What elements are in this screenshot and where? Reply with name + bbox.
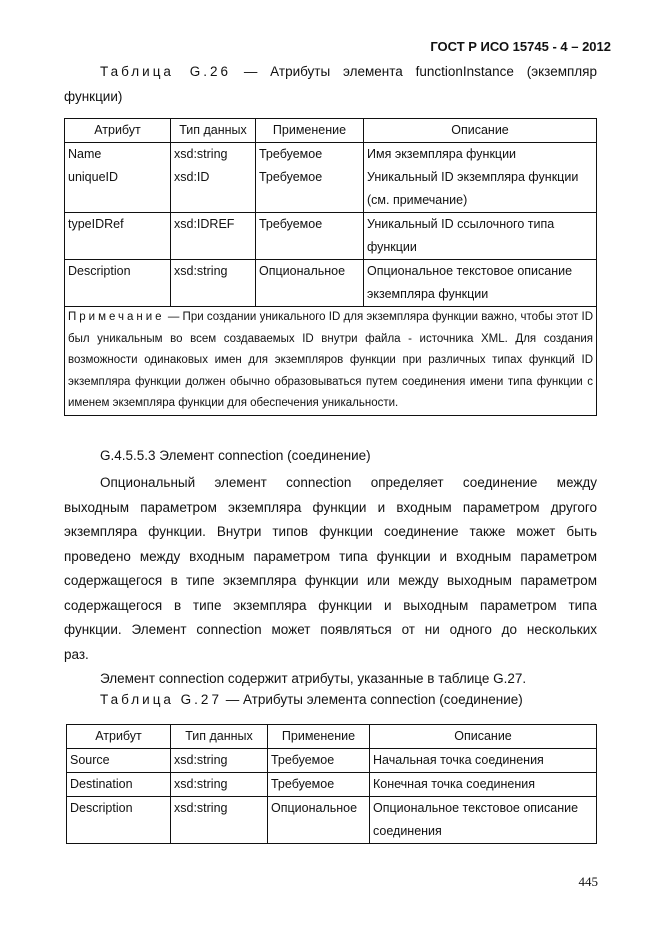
table-cell: Уникальный ID экземпляра функции (см. примечание): [364, 166, 597, 213]
table-cell: Опциональное: [256, 260, 364, 307]
column-header: Атрибут: [67, 725, 171, 749]
text-line: выходным параметром экземпляра функции и входным параметром другого: [64, 499, 597, 515]
table-cell: xsd:string: [171, 797, 268, 844]
text-line: содержащегося в типе экземпляра функции и выходным параметром типа: [64, 597, 597, 613]
column-header: Применение: [268, 725, 370, 749]
table-cell: Требуемое: [256, 166, 364, 213]
table-row: [65, 213, 597, 260]
table-cell: Требуемое: [268, 749, 370, 773]
paragraph-connection: [64, 471, 597, 692]
table-header-row: [65, 119, 597, 143]
page-number: 445: [578, 874, 598, 889]
caption-text: — Атрибуты элемента connection (соединение): [221, 692, 523, 707]
table-cell: Description: [65, 260, 171, 307]
table-cell: uniqueID: [65, 166, 171, 213]
table-26: [64, 118, 597, 416]
table-cell: Требуемое: [256, 143, 364, 167]
text-line: проведено между входным параметром типа функции и входным параметром: [64, 548, 597, 564]
table-cell: xsd:string: [171, 749, 268, 773]
table-cell: Source: [67, 749, 171, 773]
text-line: раз.: [64, 646, 89, 662]
table-cell: Начальная точка соединения: [370, 749, 597, 773]
table-27-caption: [100, 692, 523, 707]
table-header-row: [67, 725, 597, 749]
column-header: Тип данных: [171, 725, 268, 749]
column-header: Применение: [256, 119, 364, 143]
table-cell: Конечная точка соединения: [370, 773, 597, 797]
table-row: [65, 260, 597, 307]
table-cell: xsd:IDREF: [171, 213, 256, 260]
table-row: [67, 773, 597, 797]
note-label: Примечание: [68, 311, 165, 323]
column-header: Описание: [370, 725, 597, 749]
table-note-row: [65, 307, 597, 416]
column-header: Тип данных: [171, 119, 256, 143]
table-cell: Уникальный ID ссылочного типа функции: [364, 213, 597, 260]
caption-text: — Атрибуты элемента functionInstance (экземпляр: [231, 64, 598, 79]
caption-label: Таблица G.26: [100, 64, 232, 79]
table-cell: xsd:string: [171, 143, 256, 167]
column-header: Атрибут: [65, 119, 171, 143]
table-row: [67, 749, 597, 773]
table-cell: Name: [65, 143, 171, 167]
table-cell: Description: [67, 797, 171, 844]
table-cell: Требуемое: [256, 213, 364, 260]
table-row: [65, 166, 597, 213]
table-cell: xsd:ID: [171, 166, 256, 213]
table-cell: Опциональное: [268, 797, 370, 844]
table-row: [65, 143, 597, 167]
caption-continuation: функции): [64, 89, 123, 104]
table-note: [65, 307, 597, 416]
text-line: содержащегося в типе экземпляра функции или между выходным параметром: [64, 573, 597, 588]
caption-label: Таблица G.27: [100, 692, 222, 707]
table-cell: Требуемое: [268, 773, 370, 797]
column-header: Описание: [364, 119, 597, 143]
table-cell: xsd:string: [171, 260, 256, 307]
document-header: ГОСТ Р ИСО 15745 - 4 – 2012: [430, 39, 611, 54]
paragraph-text: Элемент connection содержит атрибуты, указанные в таблице G.27.: [100, 671, 527, 686]
table-cell: typeIDRef: [65, 213, 171, 260]
text-line: экземпляра функции. Внутри типов функции соединение также может быть: [64, 524, 597, 539]
table-cell: Опциональное текстовое описание экземпляра функции: [364, 260, 597, 307]
text-line: функции. Элемент connection может появляться от ни одного до нескольких: [64, 622, 597, 637]
table-cell: Destination: [67, 773, 171, 797]
table-cell: xsd:string: [171, 773, 268, 797]
table-cell: Имя экземпляра функции: [364, 143, 597, 167]
text-line: Опциональный элемент connection определяет соединение между: [100, 475, 597, 490]
table-cell: Опциональное текстовое описание соединения: [370, 797, 597, 844]
table-row: [67, 797, 597, 844]
note-text: — При создании уникального ID для экземпляра функции важно, чтобы этот ID был уникальным во всем создаваемых ID внутри файла - источника XML. Для создания возможности одинаковых имен для экземпляров функции при различных типах функций ID экземпляра функции должен обычно образовываться путем соединения имени типа функции с именем экземпляра функции для обеспечения уникальности.: [68, 311, 593, 409]
table-27: [66, 724, 597, 844]
section-heading: G.4.5.5.3 Элемент connection (соединение): [100, 448, 371, 463]
table-26-caption: [100, 64, 597, 79]
